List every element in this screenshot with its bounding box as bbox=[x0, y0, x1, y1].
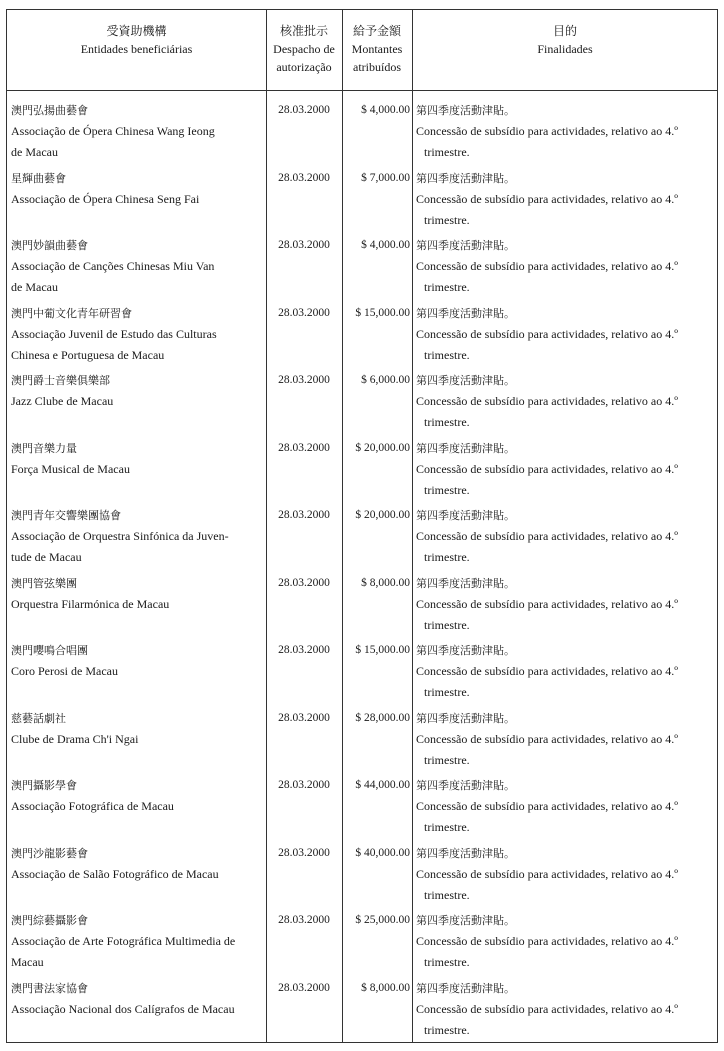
despacho-date: 28.03.2000 bbox=[278, 509, 330, 521]
finalidade-cell bbox=[416, 168, 716, 231]
table-row bbox=[7, 910, 717, 978]
table-row bbox=[7, 573, 717, 641]
entity-name-zh: 澳門管弦樂團 bbox=[11, 576, 77, 590]
finalidade-pt: Concessão de subsídio para actividades, relativo ao 4.º bbox=[416, 124, 678, 138]
finalidade-pt-cont: trimestre. bbox=[424, 752, 470, 767]
finalidade-cell bbox=[416, 978, 716, 1041]
amount: $ 40,000.00 bbox=[355, 846, 410, 859]
finalidade-pt: Concessão de subsídio para actividades, relativo ao 4.º bbox=[416, 664, 678, 678]
entity-name-pt-cont: tude de Macau bbox=[11, 550, 82, 564]
finalidade-cell bbox=[416, 438, 716, 501]
amount: $ 8,000.00 bbox=[361, 576, 410, 589]
entity-name-pt: Jazz Clube de Macau bbox=[11, 394, 114, 408]
finalidade-pt-cont: trimestre. bbox=[424, 280, 470, 294]
entity-cell bbox=[11, 708, 263, 750]
finalidade-pt-cont: trimestre. bbox=[424, 617, 470, 632]
entity-name-pt-cont: de Macau bbox=[11, 145, 58, 159]
finalidade-cell bbox=[416, 775, 716, 838]
finalidade-pt: Concessão de subsídio para actividades, relativo ao 4.º bbox=[416, 326, 678, 341]
finalidade-cell bbox=[416, 303, 716, 366]
entity-name-pt: Associação de Arte Fotográfica Multimedia de bbox=[11, 934, 236, 948]
entity-name-zh: 澳門綜藝攝影會 bbox=[11, 914, 88, 927]
entity-cell bbox=[11, 910, 263, 973]
table-body bbox=[7, 100, 717, 1045]
entity-name-zh: 澳門爵士音樂俱樂部 bbox=[11, 374, 110, 387]
finalidade-pt: Concessão de subsídio para actividades, relativo ao 4.º bbox=[416, 394, 678, 408]
header-montantes-pt1: Montantes bbox=[351, 42, 403, 56]
entity-cell bbox=[11, 235, 263, 298]
finalidade-zh: 第四季度活動津貼。 bbox=[416, 914, 515, 927]
entity-name-zh: 澳門嚶鳴合唱團 bbox=[11, 644, 88, 657]
entity-cell bbox=[11, 640, 263, 682]
amount: $ 44,000.00 bbox=[355, 779, 410, 791]
header-divider bbox=[7, 90, 717, 91]
header-montantes-pt2: atribuídos bbox=[353, 60, 401, 74]
finalidade-zh: 第四季度活動津貼。 bbox=[416, 576, 515, 590]
header-entidades bbox=[7, 22, 266, 58]
amount: $ 15,000.00 bbox=[355, 644, 410, 656]
finalidade-pt-cont: trimestre. bbox=[424, 820, 470, 834]
despacho-date: 28.03.2000 bbox=[278, 981, 330, 994]
despacho-date: 28.03.2000 bbox=[278, 914, 330, 926]
finalidade-zh: 第四季度活動津貼。 bbox=[416, 981, 515, 995]
finalidade-pt-cont: trimestre. bbox=[424, 482, 470, 497]
entity-name-pt: Força Musical de Macau bbox=[11, 461, 130, 476]
finalidade-pt-cont: trimestre. bbox=[424, 550, 470, 564]
amount: $ 28,000.00 bbox=[355, 711, 410, 724]
entity-name-zh: 澳門妙韻曲藝會 bbox=[11, 239, 88, 252]
entity-cell bbox=[11, 978, 263, 1020]
entity-cell bbox=[11, 775, 263, 817]
entity-name-pt: Clube de Drama Ch'i Ngai bbox=[11, 731, 139, 746]
table-row bbox=[7, 640, 717, 708]
despacho-date: 28.03.2000 bbox=[278, 441, 330, 454]
entity-name-pt: Associação de Ópera Chinesa Wang Ieong bbox=[11, 124, 215, 138]
table-row bbox=[7, 100, 717, 168]
table-row bbox=[7, 708, 717, 776]
finalidade-cell bbox=[416, 505, 716, 568]
amount: $ 20,000.00 bbox=[355, 441, 410, 454]
finalidade-pt: Concessão de subsídio para actividades, relativo ao 4.º bbox=[416, 259, 678, 273]
entity-cell bbox=[11, 100, 263, 163]
amount: $ 15,000.00 bbox=[355, 306, 410, 319]
despacho-date: 28.03.2000 bbox=[278, 374, 330, 386]
despacho-date: 28.03.2000 bbox=[278, 239, 330, 251]
entity-name-pt: Associação Juvenil de Estudo das Culturas bbox=[11, 326, 217, 341]
finalidade-zh: 第四季度活動津貼。 bbox=[416, 374, 515, 387]
amount: $ 6,000.00 bbox=[361, 374, 410, 386]
entity-cell bbox=[11, 843, 263, 885]
finalidade-zh: 第四季度活動津貼。 bbox=[416, 711, 515, 725]
table-row bbox=[7, 843, 717, 911]
header-despacho-zh: 核准批示 bbox=[279, 24, 328, 38]
entity-cell bbox=[11, 303, 263, 366]
header-entidades-pt: Entidades beneficiárias bbox=[80, 42, 193, 56]
finalidade-zh: 第四季度活動津貼。 bbox=[416, 104, 515, 117]
entity-name-pt: Associação Fotográfica de Macau bbox=[11, 799, 174, 813]
finalidade-pt: Concessão de subsídio para actividades, relativo ao 4.º bbox=[416, 866, 678, 881]
entity-name-pt: Associação de Orquestra Sinfónica da Juven- bbox=[11, 529, 229, 543]
entity-name-zh: 澳門沙龍影藝會 bbox=[11, 846, 88, 860]
finalidade-zh: 第四季度活動津貼。 bbox=[416, 306, 515, 320]
header-despacho-pt2: autorização bbox=[276, 60, 332, 74]
finalidade-pt: Concessão de subsídio para actividades, relativo ao 4.º bbox=[416, 191, 678, 206]
finalidade-zh: 第四季度活動津貼。 bbox=[416, 441, 515, 455]
finalidade-pt-cont: trimestre. bbox=[424, 212, 470, 227]
subsidy-table bbox=[6, 9, 718, 1043]
finalidade-cell bbox=[416, 640, 716, 703]
finalidade-zh: 第四季度活動津貼。 bbox=[416, 644, 515, 657]
entity-cell bbox=[11, 505, 263, 568]
entity-name-zh: 澳門弘揚曲藝會 bbox=[11, 104, 88, 117]
header-despacho bbox=[266, 22, 342, 76]
entity-name-zh: 星輝曲藝會 bbox=[11, 171, 66, 185]
entity-cell bbox=[11, 370, 263, 412]
table-row bbox=[7, 438, 717, 506]
entity-name-zh: 澳門攝影學會 bbox=[11, 779, 77, 792]
entity-name-zh: 澳門音樂力量 bbox=[11, 441, 77, 455]
table-row bbox=[7, 168, 717, 236]
despacho-date: 28.03.2000 bbox=[278, 104, 330, 116]
despacho-date: 28.03.2000 bbox=[278, 306, 330, 319]
entity-name-pt: Coro Perosi de Macau bbox=[11, 664, 118, 678]
despacho-date: 28.03.2000 bbox=[278, 779, 330, 791]
entity-cell bbox=[11, 573, 263, 615]
finalidade-pt-cont: trimestre. bbox=[424, 1022, 470, 1037]
finalidade-pt-cont: trimestre. bbox=[424, 415, 470, 429]
amount: $ 4,000.00 bbox=[361, 239, 410, 251]
entity-name-zh: 慈藝話劇社 bbox=[11, 711, 66, 725]
finalidade-pt-cont: trimestre. bbox=[424, 887, 470, 902]
entity-name-zh: 澳門書法家協會 bbox=[11, 981, 88, 995]
finalidade-zh: 第四季度活動津貼。 bbox=[416, 779, 515, 792]
header-montantes bbox=[342, 22, 412, 76]
despacho-date: 28.03.2000 bbox=[278, 644, 330, 656]
despacho-date: 28.03.2000 bbox=[278, 576, 330, 589]
header-entidades-zh: 受資助機構 bbox=[106, 24, 167, 38]
header-despacho-pt1: Despacho de bbox=[273, 42, 335, 56]
finalidade-cell bbox=[416, 708, 716, 771]
finalidade-zh: 第四季度活動津貼。 bbox=[416, 171, 515, 185]
amount: $ 8,000.00 bbox=[361, 981, 410, 994]
finalidade-pt-cont: trimestre. bbox=[424, 347, 470, 362]
header-finalidades-zh: 目的 bbox=[552, 24, 577, 38]
header-finalidades-pt: Finalidades bbox=[537, 42, 593, 56]
entity-name-pt: Associação Nacional dos Calígrafos de Macau bbox=[11, 1001, 235, 1016]
entity-name-pt: Associação de Salão Fotográfico de Macau bbox=[11, 866, 219, 881]
finalidade-pt-cont: trimestre. bbox=[424, 685, 470, 699]
entity-name-pt: Associação de Ópera Chinesa Seng Fai bbox=[11, 191, 200, 206]
table-row bbox=[7, 978, 717, 1046]
finalidade-cell bbox=[416, 100, 716, 163]
finalidade-zh: 第四季度活動津貼。 bbox=[416, 509, 515, 522]
finalidade-pt-cont: trimestre. bbox=[424, 145, 470, 159]
header-finalidades bbox=[412, 22, 718, 58]
finalidade-pt: Concessão de subsídio para actividades, relativo ao 4.º bbox=[416, 934, 678, 948]
table-row bbox=[7, 775, 717, 843]
entity-cell bbox=[11, 168, 263, 210]
table-row bbox=[7, 235, 717, 303]
finalidade-zh: 第四季度活動津貼。 bbox=[416, 239, 515, 252]
amount: $ 7,000.00 bbox=[361, 171, 410, 184]
despacho-date: 28.03.2000 bbox=[278, 171, 330, 184]
entity-name-pt: Associação de Canções Chinesas Miu Van bbox=[11, 259, 215, 273]
finalidade-pt: Concessão de subsídio para actividades, relativo ao 4.º bbox=[416, 529, 678, 543]
finalidade-pt: Concessão de subsídio para actividades, relativo ao 4.º bbox=[416, 799, 678, 813]
finalidade-cell bbox=[416, 910, 716, 973]
finalidade-cell bbox=[416, 370, 716, 433]
finalidade-zh: 第四季度活動津貼。 bbox=[416, 846, 515, 860]
table-row bbox=[7, 370, 717, 438]
finalidade-cell bbox=[416, 235, 716, 298]
despacho-date: 28.03.2000 bbox=[278, 711, 330, 724]
entity-cell bbox=[11, 438, 263, 480]
entity-name-pt-cont: Chinesa e Portuguesa de Macau bbox=[11, 347, 165, 362]
finalidade-pt: Concessão de subsídio para actividades, relativo ao 4.º bbox=[416, 461, 678, 476]
entity-name-pt-cont: de Macau bbox=[11, 280, 58, 294]
finalidade-pt-cont: trimestre. bbox=[424, 955, 470, 969]
header-montantes-zh: 給予金額 bbox=[352, 24, 401, 38]
finalidade-cell bbox=[416, 573, 716, 636]
finalidade-pt: Concessão de subsídio para actividades, relativo ao 4.º bbox=[416, 596, 678, 611]
entity-name-zh: 澳門中葡文化青年研習會 bbox=[11, 306, 132, 320]
table-row bbox=[7, 303, 717, 371]
table-row bbox=[7, 505, 717, 573]
despacho-date: 28.03.2000 bbox=[278, 846, 330, 859]
finalidade-cell bbox=[416, 843, 716, 906]
amount: $ 25,000.00 bbox=[355, 914, 410, 926]
entity-name-zh: 澳門青年交響樂團協會 bbox=[11, 509, 121, 522]
finalidade-pt: Concessão de subsídio para actividades, relativo ao 4.º bbox=[416, 731, 678, 746]
entity-name-pt: Orquestra Filarmónica de Macau bbox=[11, 596, 170, 611]
finalidade-pt: Concessão de subsídio para actividades, relativo ao 4.º bbox=[416, 1001, 678, 1016]
amount: $ 4,000.00 bbox=[361, 104, 410, 116]
entity-name-pt-cont: Macau bbox=[11, 955, 44, 969]
amount: $ 20,000.00 bbox=[355, 509, 410, 521]
